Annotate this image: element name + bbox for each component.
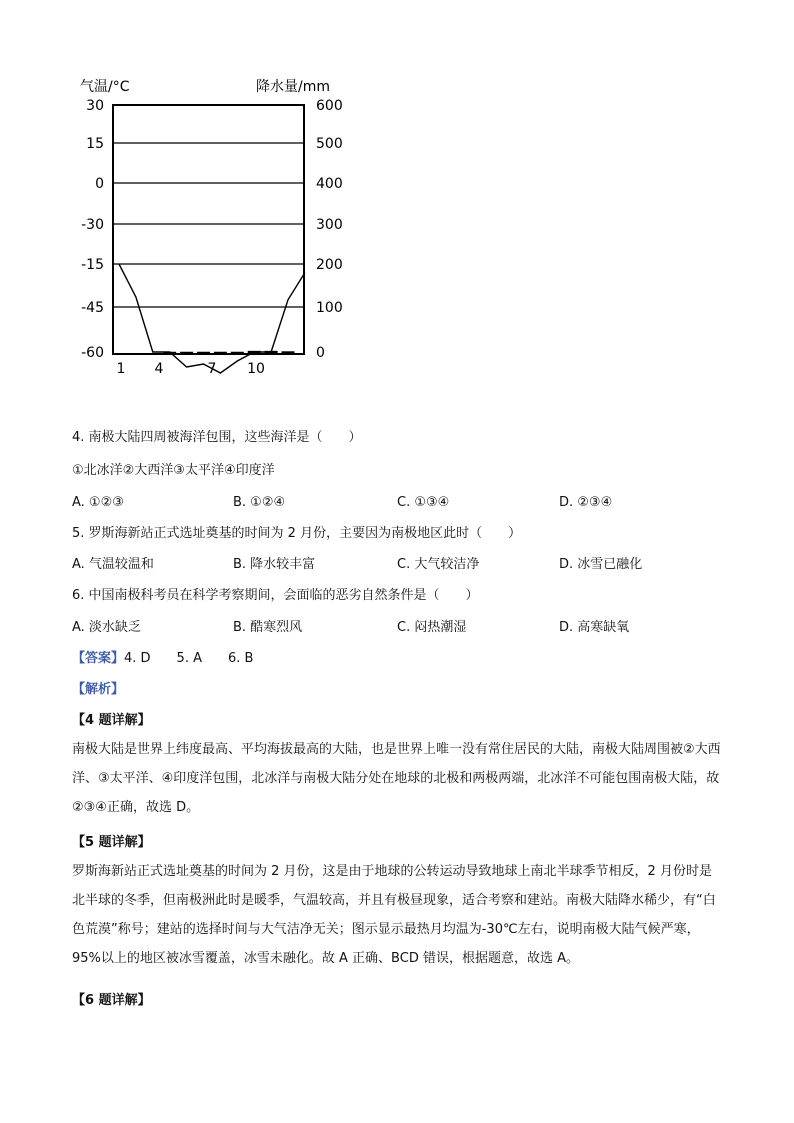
q6-detail-title: 【6 题详解】: [72, 993, 151, 1008]
precipitation-bar: [180, 352, 193, 354]
right-axis-label: 降水量/mm: [256, 79, 330, 95]
left-tick-label: -45: [81, 300, 104, 316]
left-tick-label: 15: [86, 136, 104, 152]
left-tick-label: -30: [81, 217, 104, 233]
month-tick-label: 4: [154, 361, 164, 377]
q4-option-a[interactable]: A. ①②③: [72, 495, 124, 510]
q6-option-a[interactable]: A. 淡水缺乏: [72, 620, 141, 635]
precipitation-bar: [197, 352, 210, 354]
month-tick-label: 1: [116, 361, 126, 377]
q4-option-d[interactable]: D. ②③④: [559, 495, 613, 510]
left-tick-label: 30: [86, 98, 104, 114]
left-tick-label: -60: [81, 345, 104, 361]
q6-option-c[interactable]: C. 闷热潮湿: [397, 620, 467, 635]
q5-option-d[interactable]: D. 冰雪已融化: [559, 557, 643, 572]
q5-option-a[interactable]: A. 气温较温和: [72, 557, 154, 572]
q6-option-d[interactable]: D. 高寒缺氧: [559, 620, 630, 635]
right-tick-label: 400: [316, 176, 343, 192]
right-tick-label: 500: [316, 136, 343, 152]
month-tick-label: 10: [247, 361, 265, 377]
climate-chart: [0, 0, 794, 400]
question-5-stem: 5. 罗斯海新站正式选址奠基的时间为 2 月份，主要因为南极地区此时（ ）: [72, 526, 522, 541]
analysis-tag: 【解析】: [72, 682, 125, 697]
q5-option-b[interactable]: B. 降水较丰富: [233, 557, 316, 572]
right-tick-label: 100: [316, 300, 343, 316]
q4-detail-text: 南极大陆是世界上纬度最高、平均海拔最高的大陆，也是世界上唯一没有常住居民的大陆，南极大陆周围被②大西洋、③太平洋、④印度洋包围，北冰洋与南极大陆分处在地球的北极和两极两端，北冰洋不可能包围南极大陆，故②③④正确，故选 D。: [72, 742, 721, 815]
q6-option-b[interactable]: B. 酷寒烈风: [233, 620, 303, 635]
precipitation-bar: [231, 352, 244, 354]
right-tick-labels: [316, 98, 343, 361]
temperature-line: [119, 264, 305, 373]
right-tick-label: 600: [316, 98, 343, 114]
gridlines: [113, 143, 304, 307]
month-tick-label: 7: [207, 361, 217, 377]
q5-detail-title: 【5 题详解】: [72, 835, 151, 850]
question-4-stem: 4. 南极大陆四周被海洋包围，这些海洋是（ ）: [72, 430, 362, 445]
answer-tag: 【答案】: [72, 651, 125, 666]
left-tick-labels: [81, 98, 104, 361]
q5-detail-text: 罗斯海新站正式选址奠基的时间为 2 月份，这是由于地球的公转运动导致地球上南北半球季节相反，2 月份时是北半球的冬季，但南极洲此时是暖季，气温较高，并且有极昼现象，适合考察和建站。南极大陆降水稀少，有“白色荒漠”称号；建站的选择时间与大气洁净无关；图示显示最热月均温为-30℃左右，说明南极大陆气候严寒，95%以上的地区被冰雪覆盖，冰雪未融化。故 A 正确、BCD 错误，根据题意，故选 A。: [72, 864, 716, 966]
question-6-stem: 6. 中国南极科考员在科学考察期间，会面临的恶劣自然条件是（ ）: [72, 588, 479, 603]
left-tick-label: 0: [95, 176, 104, 192]
right-tick-label: 300: [316, 217, 343, 233]
month-tick-labels: [117, 361, 265, 377]
left-tick-label: -15: [81, 257, 104, 273]
q4-detail-title: 【4 题详解】: [72, 713, 151, 728]
answer-line: [72, 649, 253, 669]
left-axis-label: 气温/°C: [80, 79, 130, 95]
precipitation-bar: [282, 351, 295, 354]
answer-values: 4. D 5. A 6. B: [124, 651, 254, 666]
q4-option-b[interactable]: B. ①②④: [233, 495, 286, 510]
q5-option-c[interactable]: C. 大气较洁净: [397, 557, 480, 572]
precipitation-bar: [214, 352, 227, 354]
right-tick-label: 0: [316, 345, 325, 361]
right-tick-label: 200: [316, 257, 343, 273]
q4-option-c[interactable]: C. ①③④: [397, 495, 450, 510]
question-4-statement: ①北冰洋②大西洋③太平洋④印度洋: [72, 463, 275, 478]
